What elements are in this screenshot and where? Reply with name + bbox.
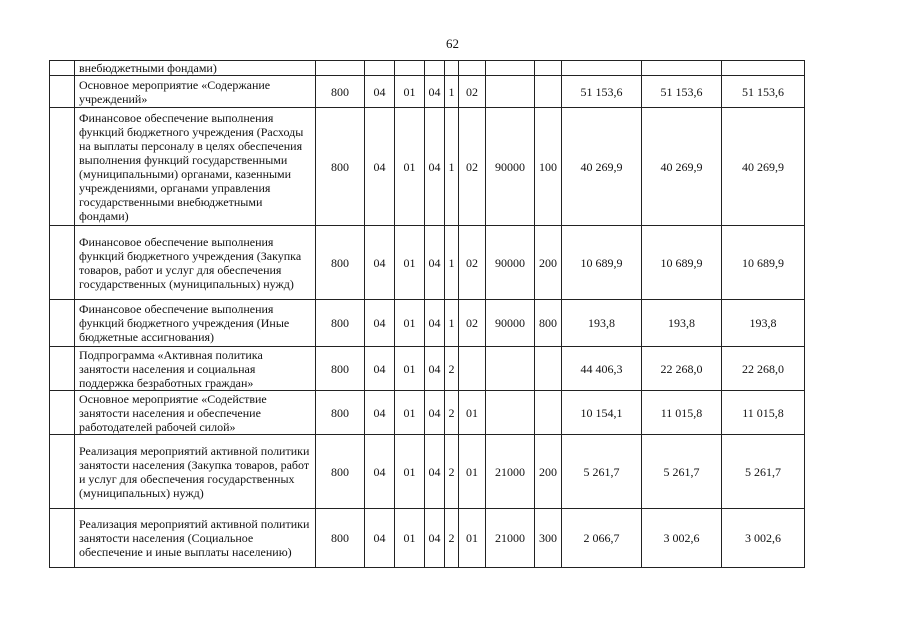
code-program: 04 — [425, 347, 445, 391]
code-subprogram: 1 — [445, 300, 459, 347]
code-800: 800 — [316, 347, 365, 391]
row-description: Основное мероприятие «Содержание учреждений» — [75, 76, 316, 108]
table-row — [50, 226, 805, 300]
code-section: 04 — [365, 391, 395, 435]
code-program: 04 — [425, 391, 445, 435]
code-subprogram: 1 — [445, 226, 459, 300]
code-800: 800 — [316, 509, 365, 568]
code-program — [425, 61, 445, 76]
sum-year-1: 10 689,9 — [562, 226, 642, 300]
code-subprogram: 2 — [445, 509, 459, 568]
row-description: Финансовое обеспечение выполнения функций бюджетного учреждения (Иные бюджетные ассигнования) — [75, 300, 316, 347]
code-subsection: 01 — [395, 435, 425, 509]
sum-year-3 — [722, 61, 805, 76]
table-row — [50, 61, 805, 76]
code-event — [459, 61, 486, 76]
code-subprogram: 1 — [445, 108, 459, 226]
code-event: 01 — [459, 435, 486, 509]
sum-year-2: 11 015,8 — [642, 391, 722, 435]
code-subprogram: 2 — [445, 347, 459, 391]
code-subsection: 01 — [395, 76, 425, 108]
sum-year-2: 40 269,9 — [642, 108, 722, 226]
code-program: 04 — [425, 226, 445, 300]
code-direction: 90000 — [486, 108, 535, 226]
code-section — [365, 61, 395, 76]
code-direction: 21000 — [486, 509, 535, 568]
table-row — [50, 391, 805, 435]
table-row — [50, 300, 805, 347]
indent-cell — [50, 509, 75, 568]
sum-year-3: 40 269,9 — [722, 108, 805, 226]
code-section: 04 — [365, 347, 395, 391]
row-description: Реализация мероприятий активной политики занятости населения (Социальное обеспечение и иные выплаты населению) — [75, 509, 316, 568]
row-description: Основное мероприятие «Содействие занятости населения и обеспечение работодателей рабочей силой» — [75, 391, 316, 435]
sum-year-2: 5 261,7 — [642, 435, 722, 509]
code-program: 04 — [425, 76, 445, 108]
code-expense-type: 800 — [535, 300, 562, 347]
sum-year-1: 10 154,1 — [562, 391, 642, 435]
indent-cell — [50, 435, 75, 509]
code-subsection: 01 — [395, 300, 425, 347]
sum-year-2: 193,8 — [642, 300, 722, 347]
code-expense-type — [535, 76, 562, 108]
table-row — [50, 108, 805, 226]
code-expense-type — [535, 391, 562, 435]
code-800: 800 — [316, 226, 365, 300]
code-expense-type — [535, 61, 562, 76]
code-direction — [486, 347, 535, 391]
sum-year-1: 44 406,3 — [562, 347, 642, 391]
row-description: Подпрограмма «Активная политика занятости населения и социальная поддержка безработных граждан» — [75, 347, 316, 391]
code-direction — [486, 61, 535, 76]
row-description: внебюджетными фондами) — [75, 61, 316, 76]
sum-year-1 — [562, 61, 642, 76]
sum-year-3: 3 002,6 — [722, 509, 805, 568]
code-event: 02 — [459, 226, 486, 300]
code-subsection: 01 — [395, 347, 425, 391]
code-section: 04 — [365, 509, 395, 568]
code-expense-type: 100 — [535, 108, 562, 226]
table-row — [50, 347, 805, 391]
code-program: 04 — [425, 509, 445, 568]
code-subsection: 01 — [395, 391, 425, 435]
code-direction: 90000 — [486, 226, 535, 300]
indent-cell — [50, 108, 75, 226]
sum-year-3: 22 268,0 — [722, 347, 805, 391]
code-subsection: 01 — [395, 509, 425, 568]
code-800 — [316, 61, 365, 76]
code-subsection: 01 — [395, 108, 425, 226]
budget-table — [49, 60, 805, 568]
code-section: 04 — [365, 300, 395, 347]
sum-year-1: 40 269,9 — [562, 108, 642, 226]
sum-year-1: 193,8 — [562, 300, 642, 347]
indent-cell — [50, 61, 75, 76]
table-row — [50, 509, 805, 568]
sum-year-2: 3 002,6 — [642, 509, 722, 568]
code-section: 04 — [365, 435, 395, 509]
code-expense-type — [535, 347, 562, 391]
code-event: 02 — [459, 108, 486, 226]
code-direction — [486, 76, 535, 108]
indent-cell — [50, 391, 75, 435]
code-event: 01 — [459, 391, 486, 435]
table-body — [50, 61, 805, 568]
code-expense-type: 300 — [535, 509, 562, 568]
indent-cell — [50, 76, 75, 108]
code-program: 04 — [425, 108, 445, 226]
page-number: 62 — [446, 36, 459, 51]
code-subprogram: 1 — [445, 76, 459, 108]
indent-cell — [50, 226, 75, 300]
code-800: 800 — [316, 76, 365, 108]
code-direction: 90000 — [486, 300, 535, 347]
row-description: Финансовое обеспечение выполнения функций бюджетного учреждения (Расходы на выплаты персоналу в целях обеспечения выполнения функций государственными (муниципальными) органами, казенными учреждениями, органами управления государственными внебюджетными фондами) — [75, 108, 316, 226]
sum-year-2: 22 268,0 — [642, 347, 722, 391]
code-subprogram: 2 — [445, 391, 459, 435]
code-event — [459, 347, 486, 391]
sum-year-3: 193,8 — [722, 300, 805, 347]
code-section: 04 — [365, 226, 395, 300]
row-description: Реализация мероприятий активной политики занятости населения (Закупка товаров, работ и услуг для обеспечения государственных (муниципальных) нужд) — [75, 435, 316, 509]
code-subprogram: 2 — [445, 435, 459, 509]
code-expense-type: 200 — [535, 226, 562, 300]
sum-year-1: 51 153,6 — [562, 76, 642, 108]
code-800: 800 — [316, 391, 365, 435]
row-description: Финансовое обеспечение выполнения функций бюджетного учреждения (Закупка товаров, работ и услуг для обеспечения государственных (муниципальных) нужд) — [75, 226, 316, 300]
code-subprogram — [445, 61, 459, 76]
code-section: 04 — [365, 76, 395, 108]
indent-cell — [50, 300, 75, 347]
sum-year-1: 5 261,7 — [562, 435, 642, 509]
code-program: 04 — [425, 435, 445, 509]
code-event: 02 — [459, 300, 486, 347]
sum-year-2: 51 153,6 — [642, 76, 722, 108]
code-direction: 21000 — [486, 435, 535, 509]
code-program: 04 — [425, 300, 445, 347]
code-direction — [486, 391, 535, 435]
indent-cell — [50, 347, 75, 391]
code-800: 800 — [316, 435, 365, 509]
sum-year-1: 2 066,7 — [562, 509, 642, 568]
sum-year-2 — [642, 61, 722, 76]
code-event: 01 — [459, 509, 486, 568]
sum-year-3: 5 261,7 — [722, 435, 805, 509]
code-subsection: 01 — [395, 226, 425, 300]
sum-year-3: 51 153,6 — [722, 76, 805, 108]
code-800: 800 — [316, 300, 365, 347]
code-event: 02 — [459, 76, 486, 108]
table-row — [50, 76, 805, 108]
code-expense-type: 200 — [535, 435, 562, 509]
sum-year-3: 10 689,9 — [722, 226, 805, 300]
code-section: 04 — [365, 108, 395, 226]
sum-year-2: 10 689,9 — [642, 226, 722, 300]
code-subsection — [395, 61, 425, 76]
table-row — [50, 435, 805, 509]
code-800: 800 — [316, 108, 365, 226]
sum-year-3: 11 015,8 — [722, 391, 805, 435]
